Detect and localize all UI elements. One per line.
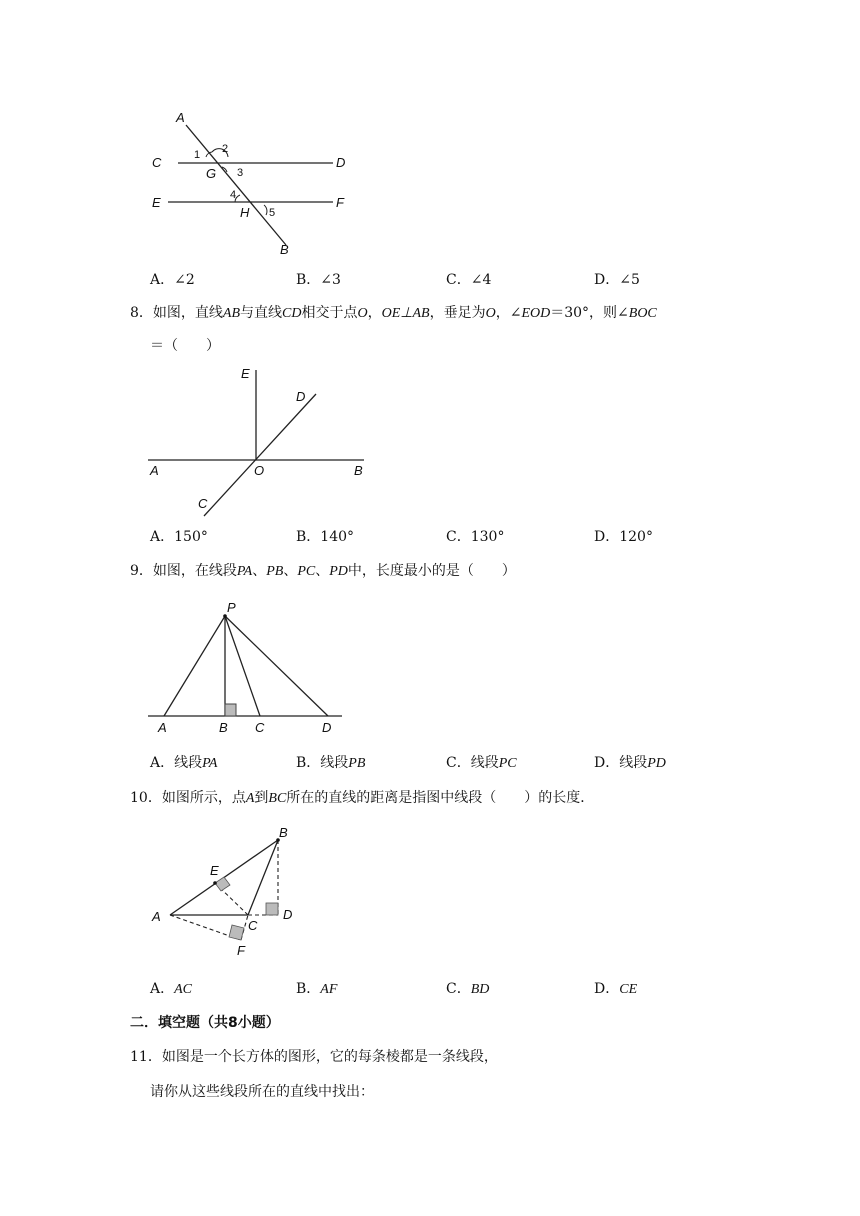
option-text: 120°	[619, 529, 653, 545]
stem-text: ，	[367, 305, 382, 321]
option-letter: B．	[296, 529, 321, 545]
stem-text: 、	[252, 563, 267, 579]
option-letter: D．	[594, 272, 620, 288]
option-letter: A．	[150, 755, 175, 771]
label-b: B	[354, 463, 363, 478]
label-c: C	[198, 496, 208, 511]
label-b: B	[279, 825, 288, 840]
option-letter: A．	[150, 272, 175, 288]
q9-option-c	[446, 753, 517, 774]
stem-text: ，∠	[495, 305, 522, 321]
stem-text: 所在的直线的距离是指图中线段（ ）的长度．	[286, 790, 595, 806]
option-var: AF	[320, 982, 338, 997]
var-o: O	[357, 306, 368, 321]
label-p: P	[227, 600, 236, 615]
option-text: ∠5	[619, 272, 640, 288]
q10-option-c	[446, 979, 489, 1000]
option-letter: B．	[296, 272, 321, 288]
segment-pa	[164, 616, 225, 716]
label-f: F	[237, 943, 245, 958]
segment-pc	[225, 616, 260, 716]
question-number: 9．	[130, 563, 153, 579]
label-b: B	[280, 242, 289, 257]
label-o: O	[254, 463, 265, 478]
option-text: 150°	[174, 529, 208, 545]
label-angle-3: 3	[237, 167, 244, 179]
option-letter: D．	[594, 755, 620, 771]
q11-stem-line2: 请你从这些线段所在的直线中找出：	[150, 1084, 374, 1100]
label-h: H	[240, 205, 250, 220]
label-e: E	[241, 366, 250, 381]
option-letter: C．	[446, 272, 471, 288]
question-number: 8．	[130, 305, 153, 321]
label-a: A	[152, 909, 161, 924]
q8-option-a	[150, 527, 208, 547]
right-angle-mark-f	[229, 925, 244, 940]
stem-text: 、	[283, 563, 298, 579]
right-angle-mark-e	[215, 877, 230, 891]
section-title: 二．填空题（共	[130, 1015, 228, 1031]
stem-text: 如图，直线	[152, 305, 223, 321]
label-a: A	[176, 110, 185, 125]
question-number: 10．	[130, 790, 162, 806]
section-heading	[130, 1013, 280, 1033]
var-oe-perp-ab: OE⊥AB	[381, 306, 430, 321]
label-e: E	[210, 863, 219, 878]
var-a: A	[245, 791, 255, 806]
q8-option-b	[296, 527, 354, 547]
option-text: ∠2	[174, 272, 195, 288]
var-pc: PC	[297, 564, 316, 579]
stem-text: 到	[254, 790, 269, 806]
label-angle-5: 5	[269, 207, 276, 219]
q7-option-a	[150, 270, 195, 290]
q7-option-c	[446, 270, 491, 290]
option-letter: A．	[150, 529, 175, 545]
option-var: PD	[647, 756, 666, 771]
var-pa: PA	[236, 564, 253, 579]
option-text: 线段	[470, 755, 499, 771]
section-title: 小题）	[237, 1015, 280, 1031]
label-e: E	[152, 195, 161, 210]
option-var: PC	[498, 756, 517, 771]
stem-text: 如图所示，点	[161, 790, 246, 806]
var-pd: PD	[329, 564, 348, 579]
q9-figure	[148, 596, 348, 738]
q9-option-d	[594, 753, 666, 774]
label-a: A	[158, 720, 167, 735]
segment-pd	[225, 616, 328, 716]
q10-stem	[130, 788, 594, 809]
point-e	[213, 881, 217, 885]
q8-option-d	[594, 527, 653, 547]
option-var: AC	[174, 982, 193, 997]
q8-stem	[130, 303, 657, 324]
stem-text: ，垂足为	[429, 305, 486, 321]
var-ab: AB	[222, 306, 241, 321]
option-text: 线段	[174, 755, 203, 771]
line-ab	[186, 125, 286, 245]
label-angle-2: 2	[222, 143, 229, 155]
q10-option-a	[150, 979, 192, 1000]
stem-text: ＝30°，则∠	[550, 305, 629, 321]
stem-text: 中，长度最小的是（ ）	[347, 563, 516, 579]
stem-text: 与直线	[240, 305, 283, 321]
option-letter: C．	[446, 981, 471, 997]
stem-text: 、	[315, 563, 330, 579]
option-letter: B．	[296, 981, 321, 997]
stem-text: 如图是一个长方体的图形，它的每条棱都是一条线段，	[161, 1049, 498, 1065]
q8-stem-line2: ＝（ ）	[150, 338, 220, 354]
option-var: CE	[619, 982, 638, 997]
label-d: D	[283, 907, 293, 922]
option-text: 140°	[320, 529, 355, 545]
label-d: D	[336, 155, 346, 170]
stem-text: 相交于点	[301, 305, 358, 321]
label-d: D	[296, 389, 306, 404]
var-bc: BC	[268, 791, 287, 806]
q10-option-b	[296, 979, 337, 1000]
label-d: D	[322, 720, 332, 735]
angle-5-arc	[264, 205, 267, 215]
label-b: B	[219, 720, 228, 735]
var-cd: CD	[282, 306, 302, 321]
option-text: 130°	[470, 529, 505, 545]
option-letter: B．	[296, 755, 321, 771]
option-letter: A．	[150, 981, 175, 997]
q9-option-b	[296, 753, 365, 774]
right-angle-mark	[225, 704, 236, 716]
q10-figure	[148, 822, 302, 962]
question-number: 11．	[130, 1049, 162, 1065]
label-c: C	[248, 918, 258, 933]
right-angle-mark-d	[266, 903, 278, 915]
option-letter: C．	[446, 529, 471, 545]
var-boc: BOC	[628, 306, 657, 321]
label-f: F	[336, 195, 344, 210]
q7-option-d	[594, 270, 640, 290]
option-text: ∠4	[470, 272, 492, 288]
option-letter: D．	[594, 529, 620, 545]
label-c: C	[152, 155, 162, 170]
q11-stem	[130, 1047, 498, 1067]
label-angle-4: 4	[230, 189, 237, 201]
label-a: A	[150, 463, 159, 478]
stem-text: 如图，在线段	[152, 563, 237, 579]
q7-option-b	[296, 270, 341, 290]
q9-stem	[130, 561, 516, 582]
var-pb: PB	[266, 564, 284, 579]
q10-option-d	[594, 979, 637, 1000]
section-count: 8	[228, 1015, 238, 1031]
q8-option-c	[446, 527, 504, 547]
label-angle-1: 1	[194, 149, 201, 161]
var-eod: EOD	[521, 306, 551, 321]
q9-option-a	[150, 753, 217, 774]
option-var: PB	[348, 756, 366, 771]
option-letter: D．	[594, 981, 620, 997]
option-letter: C．	[446, 755, 471, 771]
option-var: BD	[470, 982, 490, 997]
q7-figure	[148, 105, 358, 265]
option-var: PA	[202, 756, 218, 771]
option-text: 线段	[619, 755, 648, 771]
line-cd	[204, 394, 316, 516]
option-text: ∠3	[320, 272, 341, 288]
q8-figure	[148, 362, 370, 520]
option-text: 线段	[320, 755, 349, 771]
label-g: G	[206, 166, 217, 181]
label-c: C	[255, 720, 265, 735]
var-o: O	[485, 306, 496, 321]
